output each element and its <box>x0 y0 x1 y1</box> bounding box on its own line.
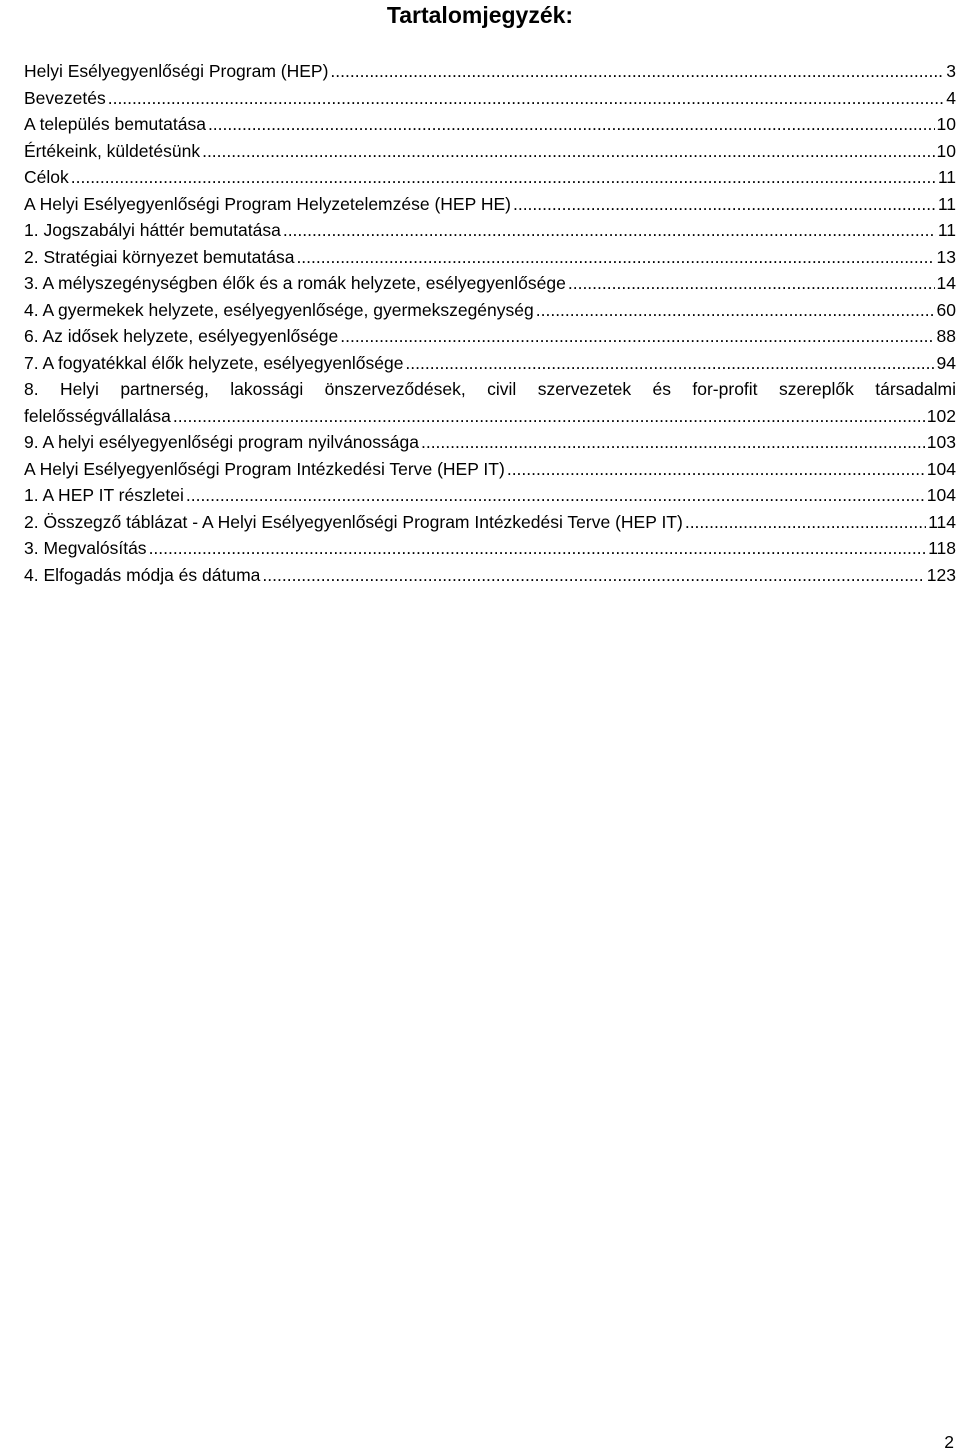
dot-leader <box>330 58 944 85</box>
dot-leader <box>202 138 934 165</box>
toc-entry[interactable] <box>24 85 956 112</box>
dot-leader <box>685 509 926 536</box>
dot-leader <box>108 85 945 112</box>
toc-entry-page: 118 <box>928 538 956 558</box>
toc-entry[interactable] <box>24 562 956 589</box>
toc-entry-second-line <box>24 403 956 430</box>
toc-entry[interactable] <box>24 138 956 165</box>
toc-entry-page: 3 <box>946 61 956 81</box>
toc-entry[interactable] <box>24 456 956 483</box>
toc-entry[interactable] <box>24 58 956 85</box>
table-of-contents <box>24 58 956 588</box>
toc-entry-page: 11 <box>937 167 956 187</box>
dot-leader <box>208 111 935 138</box>
toc-entry-title: 4. A gyermekek helyzete, esélyegyenlősége, gyermekszegénység <box>24 299 534 320</box>
toc-entry-page: 60 <box>936 299 956 320</box>
toc-entry-title: 4. Elfogadás módja és dátuma <box>24 564 261 585</box>
toc-entry-title: A település bemutatása <box>24 114 206 134</box>
toc-entry-page: 11 <box>937 193 956 214</box>
toc-entry-title: Értékeink, küldetésünk <box>24 140 201 161</box>
toc-entry[interactable] <box>24 191 956 218</box>
page-title: Tartalomjegyzék: <box>386 2 574 28</box>
dot-leader <box>186 482 925 509</box>
toc-entry[interactable] <box>24 323 956 350</box>
toc-entry-page: 94 <box>936 352 956 373</box>
toc-entry[interactable] <box>24 270 956 297</box>
toc-entry[interactable] <box>24 297 956 324</box>
toc-entry-title: 7. A fogyatékkal élők helyzete, esélyegyenlősége <box>24 352 404 373</box>
toc-entry-page: 104 <box>926 458 956 479</box>
toc-entry-page: 4 <box>946 87 956 108</box>
toc-entry-page: 123 <box>926 564 956 585</box>
dot-leader <box>71 164 936 191</box>
toc-entry[interactable] <box>24 482 956 509</box>
toc-entry[interactable] <box>24 217 956 244</box>
toc-entry[interactable] <box>24 244 956 271</box>
toc-entry-title: Célok <box>24 167 69 187</box>
toc-entry-title: Helyi Esélyegyenlőségi Program (HEP) <box>24 61 329 81</box>
toc-entry[interactable] <box>24 164 956 191</box>
dot-leader <box>296 244 934 271</box>
toc-entry-page: 10 <box>936 140 956 161</box>
dot-leader <box>536 297 935 324</box>
toc-entry-page: 11 <box>937 220 956 240</box>
dot-leader <box>340 323 934 350</box>
toc-entry-title: A Helyi Esélyegyenlőségi Program Intézkedési Terve (HEP IT) <box>24 458 505 479</box>
toc-entry-title: 1. A HEP IT részletei <box>24 485 184 505</box>
toc-entry-wrapped[interactable] <box>24 376 956 429</box>
toc-entry[interactable] <box>24 535 956 562</box>
toc-entry-title: 2. Stratégiai környezet bemutatása <box>24 246 295 267</box>
toc-entry-page: 14 <box>936 273 956 293</box>
toc-entry-title: 3. Megvalósítás <box>24 538 147 558</box>
dot-leader <box>173 403 925 430</box>
toc-entry[interactable] <box>24 509 956 536</box>
dot-leader <box>149 535 927 562</box>
dot-leader <box>513 191 936 218</box>
toc-entry-title-line1: 8. Helyi partnerség, lakossági önszerveződések, civil szervezetek és for-profit szereplők társadalmi <box>24 379 956 399</box>
toc-entry-title: Bevezetés <box>24 87 106 108</box>
toc-entry-page: 10 <box>936 114 956 134</box>
toc-entry-page: 88 <box>936 326 956 346</box>
toc-entry-title: 9. A helyi esélyegyenlőségi program nyilvánossága <box>24 432 419 452</box>
toc-entry-title: 1. Jogszabályi háttér bemutatása <box>24 220 281 240</box>
toc-entry-page: 114 <box>928 511 956 532</box>
dot-leader <box>421 429 925 456</box>
toc-entry-title: A Helyi Esélyegyenlőségi Program Helyzetelemzése (HEP HE) <box>24 193 511 214</box>
toc-entry[interactable] <box>24 429 956 456</box>
dot-leader <box>283 217 936 244</box>
toc-entry-page: 103 <box>926 432 956 452</box>
dot-leader <box>405 350 934 377</box>
toc-entry[interactable] <box>24 111 956 138</box>
dot-leader <box>507 456 925 483</box>
toc-entry-title: 2. Összegző táblázat - A Helyi Esélyegyenlőségi Program Intézkedési Terve (HEP IT) <box>24 511 683 532</box>
dot-leader <box>568 270 935 297</box>
toc-entry-page: 104 <box>926 485 956 505</box>
toc-entry-page: 13 <box>936 246 956 267</box>
toc-entry-title-line2: felelősségvállalása <box>24 405 171 426</box>
toc-entry[interactable] <box>24 350 956 377</box>
toc-entry-title: 6. Az idősek helyzete, esélyegyenlősége <box>24 326 339 346</box>
dot-leader <box>262 562 924 589</box>
toc-entry-page: 102 <box>926 405 956 426</box>
toc-entry-title: 3. A mélyszegénységben élők és a romák helyzete, esélyegyenlősége <box>24 273 566 293</box>
page-number: 2 <box>944 1432 954 1452</box>
